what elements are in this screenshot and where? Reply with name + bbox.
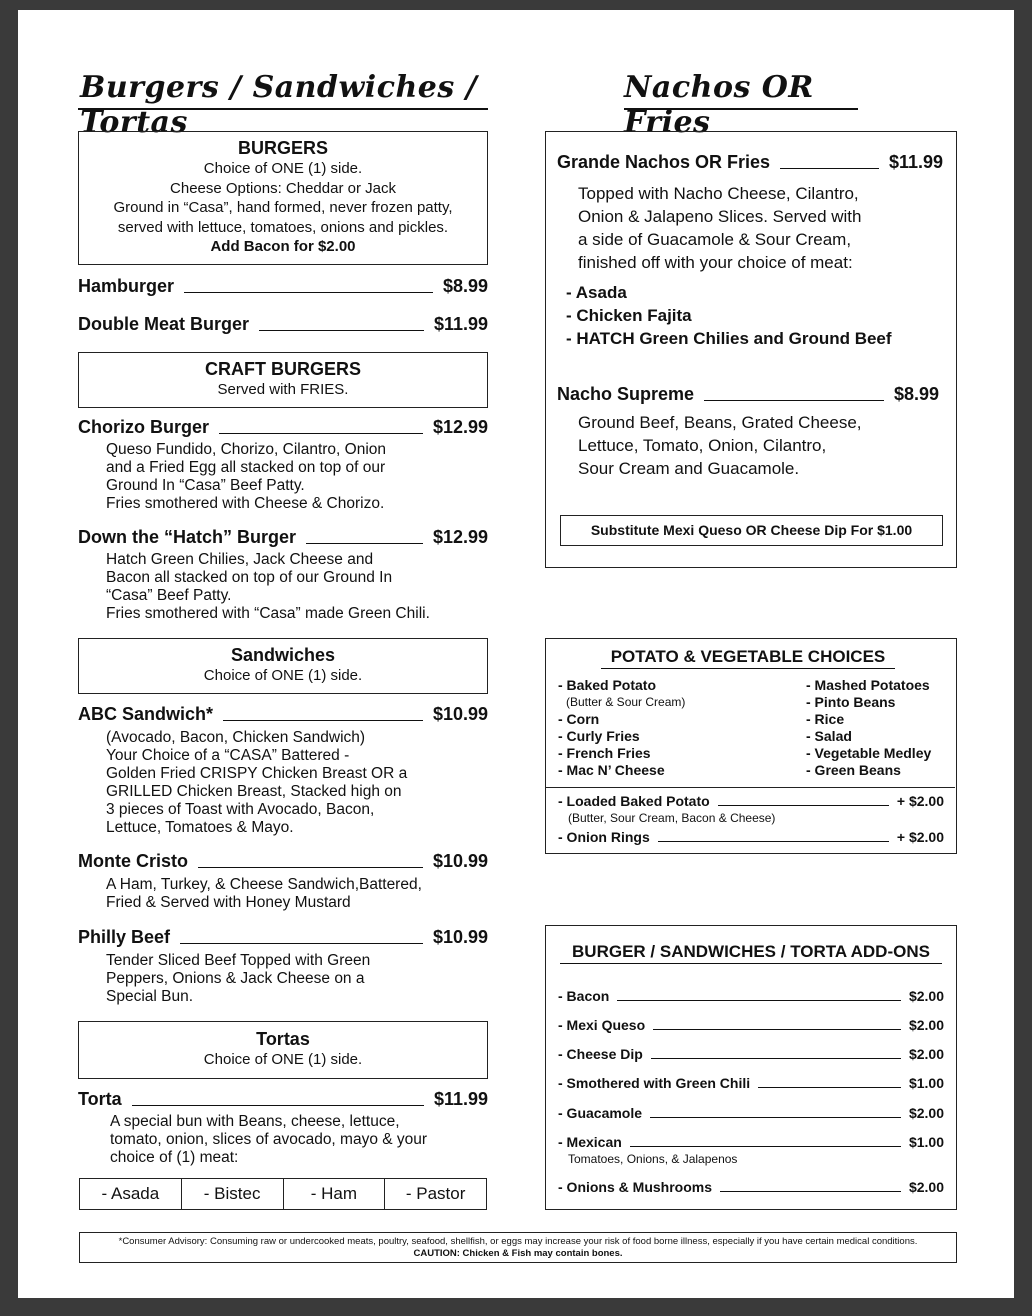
addon-mexi-queso — [558, 1017, 944, 1033]
list-note: (Butter & Sour Cream) — [566, 695, 686, 709]
desc-line: Fries smothered with “Casa” made Green Chili. — [106, 605, 430, 622]
potato-col-2 — [806, 677, 931, 779]
menu-item-chorizo-burger — [78, 417, 488, 438]
item-price: $10.99 — [432, 927, 488, 947]
burgers-side: Choice of ONE (1) side. — [203, 160, 363, 177]
item-name: ABC Sandwich* — [78, 704, 214, 724]
left-heading: Burgers / Sandwiches / Tortas — [80, 70, 478, 140]
item-name: Philly Beef — [78, 927, 171, 947]
desc-line: Sour Cream and Guacamole. — [578, 459, 800, 478]
onion-rings — [558, 829, 944, 845]
menu-item-hamburger — [78, 276, 488, 297]
item-price: $8.99 — [442, 276, 488, 296]
desc-line: Your Choice of a “CASA” Battered - — [106, 747, 350, 764]
monte-description — [106, 876, 422, 912]
tortas-sub: Choice of ONE (1) side. — [203, 1051, 363, 1068]
menu-item-torta — [78, 1089, 488, 1110]
menu-item-abc-sandwich — [78, 704, 488, 725]
sandwiches-box — [78, 638, 488, 694]
list-item: - French Fries — [558, 745, 651, 761]
list-item: - Asada — [566, 283, 627, 302]
addons-box — [545, 925, 957, 1210]
item-name: - Mexi Queso — [558, 1017, 646, 1033]
item-name: - Bacon — [558, 988, 610, 1004]
caution-text: CAUTION: Chicken & Fish may contain bones. — [413, 1248, 623, 1259]
menu-item-double-meat-burger — [78, 314, 488, 335]
desc-line: tomato, onion, slices of avocado, mayo & your — [110, 1131, 428, 1148]
item-name: - Onion Rings — [558, 829, 650, 845]
advisory-text: *Consumer Advisory: Consuming raw or undercooked meats, poultry, seafood, shellfish, or eggs may increase your risk of food borne illness, especially if you have certain medical conditions. — [118, 1236, 918, 1247]
desc-line: Topped with Nacho Cheese, Cilantro, — [578, 184, 859, 203]
potato-col-1 — [558, 677, 685, 779]
item-name: - Mexican — [558, 1134, 622, 1150]
substitute-note: Substitute Mexi Queso OR Cheese Dip For $1.00 — [560, 515, 943, 546]
desc-line: “Casa” Beef Patty. — [106, 587, 232, 604]
potato-title: POTATO & VEGETABLE CHOICES — [601, 647, 895, 669]
potato-divider — [546, 787, 955, 788]
item-price: $1.00 — [908, 1075, 944, 1091]
sandwiches-title: Sandwiches — [230, 645, 336, 665]
meat-option-ham: - Ham — [284, 1179, 386, 1209]
menu-item-hatch-burger — [78, 527, 488, 548]
list-item: - Corn — [558, 711, 600, 727]
right-heading: Nachos OR Fries — [624, 70, 814, 140]
addons-title: BURGER / SANDWICHES / TORTA ADD-ONS — [560, 942, 942, 964]
consumer-advisory — [79, 1232, 957, 1263]
burgers-info-box — [78, 131, 488, 265]
hatch-description — [106, 551, 430, 623]
desc-line: Queso Fundido, Chorizo, Cilantro, Onion — [106, 441, 387, 458]
burgers-desc-2: served with lettuce, tomatoes, onions and pickles. — [117, 218, 449, 236]
item-name: - Cheese Dip — [558, 1046, 643, 1062]
desc-line: Hatch Green Chilies, Jack Cheese and — [106, 551, 374, 568]
item-name: - Guacamole — [558, 1105, 643, 1121]
desc-line: Lettuce, Tomato, Onion, Cilantro, — [578, 436, 827, 455]
item-name: - Smothered with Green Chili — [558, 1075, 751, 1091]
desc-line: and a Fried Egg all stacked on top of our — [106, 459, 386, 476]
item-price: + $2.00 — [896, 829, 944, 845]
craft-sub: Served with FRIES. — [217, 381, 349, 398]
addon-onions-mushrooms — [558, 1179, 944, 1195]
craft-title: CRAFT BURGERS — [205, 359, 361, 379]
meat-option-pastor: - Pastor — [405, 1184, 466, 1203]
item-price: $10.99 — [432, 851, 488, 871]
list-item: - Salad — [806, 728, 852, 744]
torta-meat-choices — [79, 1178, 487, 1210]
addon-green-chili — [558, 1075, 944, 1091]
chorizo-description — [106, 441, 386, 513]
item-price: $2.00 — [908, 1179, 944, 1195]
mexican-note: Tomatoes, Onions, & Jalapenos — [568, 1152, 738, 1166]
item-price: $2.00 — [908, 1046, 944, 1062]
menu-item-monte-cristo — [78, 851, 488, 872]
list-item: - Vegetable Medley — [806, 745, 932, 761]
item-price: $2.00 — [908, 1017, 944, 1033]
item-price: $11.99 — [433, 1089, 488, 1109]
item-price: $11.99 — [433, 314, 488, 334]
desc-line: A special bun with Beans, cheese, lettuce, — [110, 1113, 400, 1130]
desc-line: (Avocado, Bacon, Chicken Sandwich) — [106, 729, 366, 746]
item-name: Chorizo Burger — [78, 417, 210, 437]
sandwiches-sub: Choice of ONE (1) side. — [203, 667, 363, 684]
loaded-baked-potato — [558, 793, 944, 809]
grande-description — [578, 182, 862, 274]
torta-description — [110, 1113, 427, 1167]
tortas-box — [78, 1021, 488, 1079]
nacho-meat-list — [566, 281, 892, 350]
desc-line: Fries smothered with Cheese & Chorizo. — [106, 495, 385, 512]
nachos-box — [545, 131, 957, 568]
burgers-bacon: Add Bacon for $2.00 — [210, 238, 356, 255]
item-name: Grande Nachos OR Fries — [557, 152, 771, 172]
desc-line: A Ham, Turkey, & Cheese Sandwich,Battered, — [106, 876, 422, 893]
item-price: + $2.00 — [896, 793, 944, 809]
desc-line: Peppers, Onions & Jack Cheese on a — [106, 970, 365, 987]
addon-cheese-dip — [558, 1046, 944, 1062]
burgers-title: BURGERS — [237, 138, 328, 158]
list-item: - Chicken Fajita — [566, 306, 692, 325]
loaded-note: (Butter, Sour Cream, Bacon & Cheese) — [568, 811, 776, 825]
meat-option-bistec: - Bistec — [182, 1179, 284, 1209]
burgers-cheese: Cheese Options: Cheddar or Jack — [170, 179, 396, 197]
desc-line: Lettuce, Tomatoes & Mayo. — [106, 819, 294, 836]
item-name: Nacho Supreme — [557, 384, 695, 404]
list-item: - Pinto Beans — [806, 694, 896, 710]
addon-bacon — [558, 988, 944, 1004]
item-price: $10.99 — [432, 704, 488, 724]
list-item: - Mac N’ Cheese — [558, 762, 665, 778]
item-name: - Onions & Mushrooms — [558, 1179, 712, 1195]
right-heading-underline — [624, 108, 858, 110]
desc-line: Golden Fried CRISPY Chicken Breast OR a — [106, 765, 408, 782]
list-item: - Mashed Potatoes — [806, 677, 930, 693]
desc-line: Tender Sliced Beef Topped with Green — [106, 952, 371, 969]
menu-item-philly-beef — [78, 927, 488, 948]
desc-line: 3 pieces of Toast with Avocado, Bacon, — [106, 801, 375, 818]
menu-item-grande-nachos — [557, 152, 943, 173]
item-name: Hamburger — [78, 276, 175, 296]
item-name: Double Meat Burger — [78, 314, 250, 334]
item-name: Torta — [78, 1089, 122, 1109]
item-name: Down the “Hatch” Burger — [78, 527, 297, 547]
tortas-title: Tortas — [256, 1029, 310, 1049]
desc-line: choice of (1) meat: — [110, 1149, 239, 1166]
menu-item-nacho-supreme — [557, 384, 939, 405]
list-item: - HATCH Green Chilies and Ground Beef — [566, 329, 892, 348]
desc-line: Bacon all stacked on top of our Ground In — [106, 569, 393, 586]
list-item: - Baked Potato — [558, 677, 657, 693]
left-heading-underline — [78, 108, 488, 110]
list-item: - Curly Fries — [558, 728, 640, 744]
list-item: - Rice — [806, 711, 845, 727]
desc-line: a side of Guacamole & Sour Cream, — [578, 230, 852, 249]
desc-line: GRILLED Chicken Breast, Stacked high on — [106, 783, 402, 800]
item-price: $8.99 — [893, 384, 939, 404]
item-price: $12.99 — [432, 527, 488, 547]
burgers-desc-1: Ground in “Casa”, hand formed, never frozen patty, — [113, 199, 453, 216]
item-name: - Loaded Baked Potato — [558, 793, 710, 809]
addon-guacamole — [558, 1105, 944, 1121]
item-price: $12.99 — [432, 417, 488, 437]
craft-burgers-box — [78, 352, 488, 408]
item-price: $2.00 — [908, 1105, 944, 1121]
desc-line: Onion & Jalapeno Slices. Served with — [578, 207, 862, 226]
supreme-description — [578, 411, 862, 480]
desc-line: Special Bun. — [106, 988, 194, 1005]
philly-description — [106, 952, 370, 1006]
item-price: $1.00 — [908, 1134, 944, 1150]
item-price: $11.99 — [888, 152, 943, 172]
desc-line: Fried & Served with Honey Mustard — [106, 894, 351, 911]
abc-description — [106, 729, 407, 837]
list-item: - Green Beans — [806, 762, 901, 778]
meat-option-asada: - Asada — [80, 1179, 182, 1209]
menu-page — [18, 10, 1014, 1298]
potato-vegetable-box — [545, 638, 957, 854]
desc-line: Ground In “Casa” Beef Patty. — [106, 477, 305, 494]
desc-line: finished off with your choice of meat: — [578, 253, 853, 272]
desc-line: Ground Beef, Beans, Grated Cheese, — [578, 413, 862, 432]
item-price: $2.00 — [908, 988, 944, 1004]
item-name: Monte Cristo — [78, 851, 188, 871]
addon-mexican — [558, 1134, 944, 1150]
